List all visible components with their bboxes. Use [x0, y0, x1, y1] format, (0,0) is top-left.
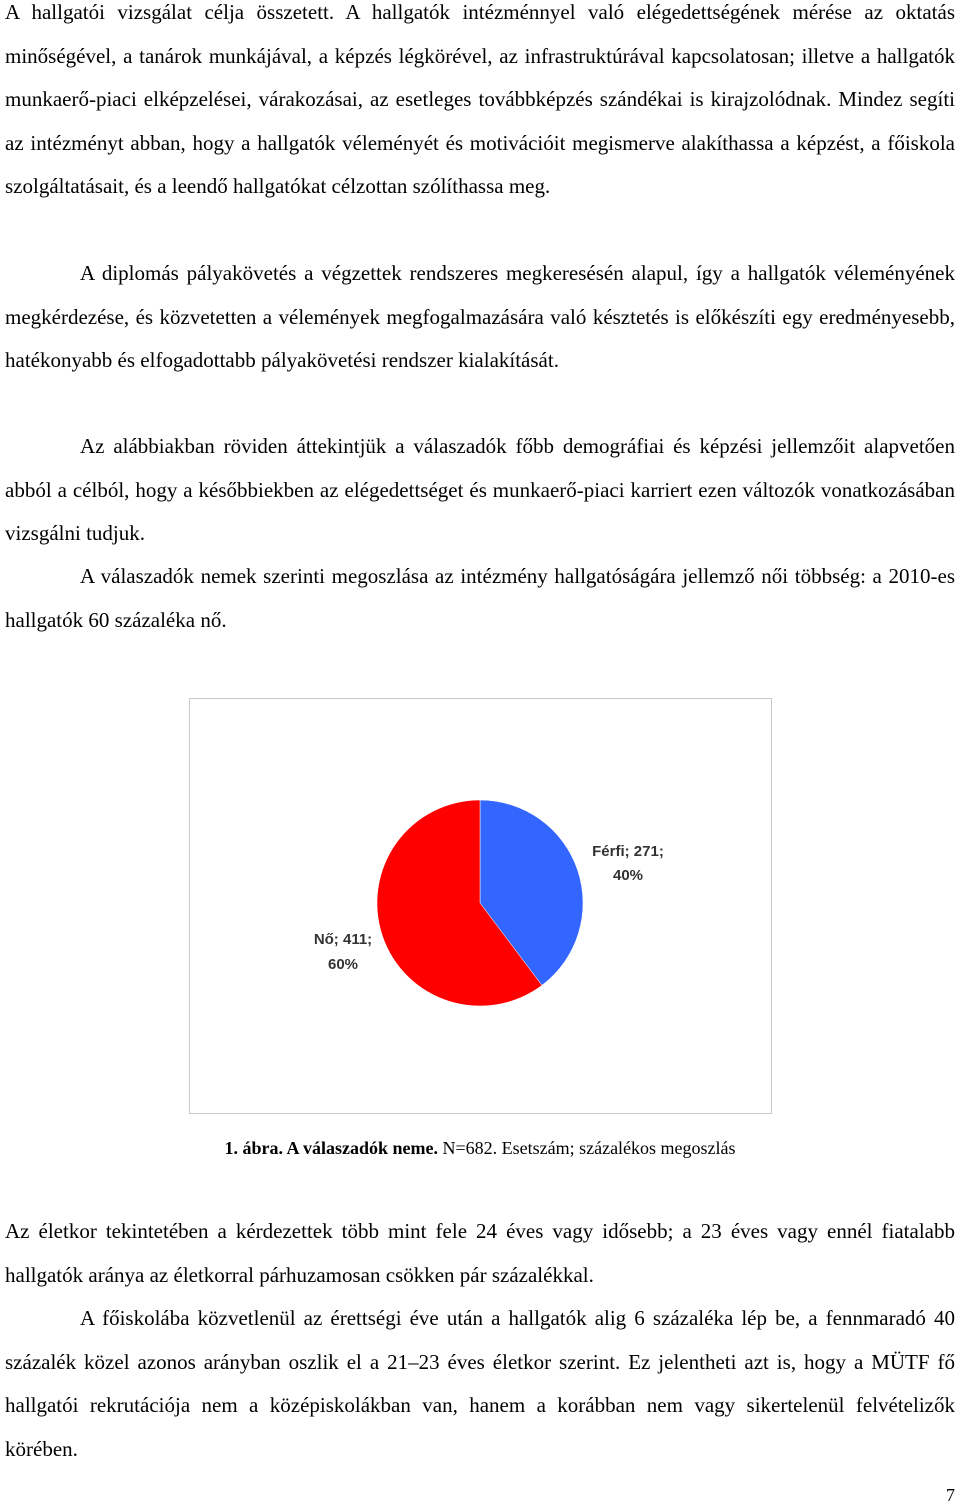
pie-chart-svg [190, 699, 771, 1113]
paragraph-entry: A főiskolába közvetlenül az érettségi éve után a hallgatók alig 6 százaléka lép be, a fennmaradó 40 százalék közel azonos arányban oszlik el a 21–23 éves életkor szerint. Ez jelentheti azt is, hogy a MÜTF fő hallgatói rekrutációja nem a középiskolákban van, hanem a korábban nem vagy sikertelenül felvételizők körében. [5, 1306, 955, 1461]
paragraph-gender: A válaszadók nemek szerinti megoszlása az intézmény hallgatóságára jellemző női többség: a 2010-es hallgatók 60 százaléka nő. [5, 564, 955, 632]
pie-label-0-count: Férfi; 271; [592, 843, 664, 860]
paragraph-intro: A hallgatói vizsgálat célja összetett. A hallgatók intézménnyel való elégedettségének mérése az oktatás minőségével, a tanárok munkájával, a képzés légkörével, az infrastruktúrával kapcsolatosan; illetve a hallgatók munkaerő-piaci elképzelései, várakozásai, az esetleges továbbképzés szándékai is kirajzolódnak. Mindez segíti az intézményt abban, hogy a hallgatók véleményét és motivációit megismerve alakíthassa a képzést, a főiskola szolgáltatásait, és a leendő hallgatókat célzottan szólíthassa meg. [5, 0, 955, 198]
paragraph-career-tracking: A diplomás pályakövetés a végzettek rendszeres megkeresésén alapul, így a hallgatók véleményének megkérdezése, és közvetetten a vélemények megfogalmazására való késztetés is előkészíti egy eredményesebb, hatékonyabb és elfogadottabb pályakövetési rendszer kialakítását. [5, 261, 955, 372]
caption-text: N=682. Esetszám; százalékos megoszlás [437, 1138, 736, 1158]
paragraph-age: Az életkor tekintetében a kérdezettek több mint fele 24 éves vagy idősebb; a 23 éves vagy ennél fiatalabb hallgatók aránya az életkorral párhuzamosan csökken pár százalékkal. [5, 1219, 955, 1287]
pie-label-1-count: Nő; 411; [313, 931, 373, 948]
paragraph-overview: Az alábbiakban röviden áttekintjük a válaszadók főbb demográfiai és képzési jellemzőit alapvetően abból a célból, hogy a későbbiekben az elégedettséget és munkaerő-piaci karriert ezen változók vonatkozásában vizsgálni tudjuk. [5, 434, 955, 545]
pie-chart [189, 698, 772, 1114]
page-number: 7 [946, 1485, 955, 1505]
caption-title: 1. ábra. A válaszadók neme. [224, 1138, 438, 1158]
pie-label-1-percent: 60% [327, 956, 359, 973]
figure-caption [0, 1136, 960, 1160]
pie-label-0-percent: 40% [612, 867, 644, 884]
